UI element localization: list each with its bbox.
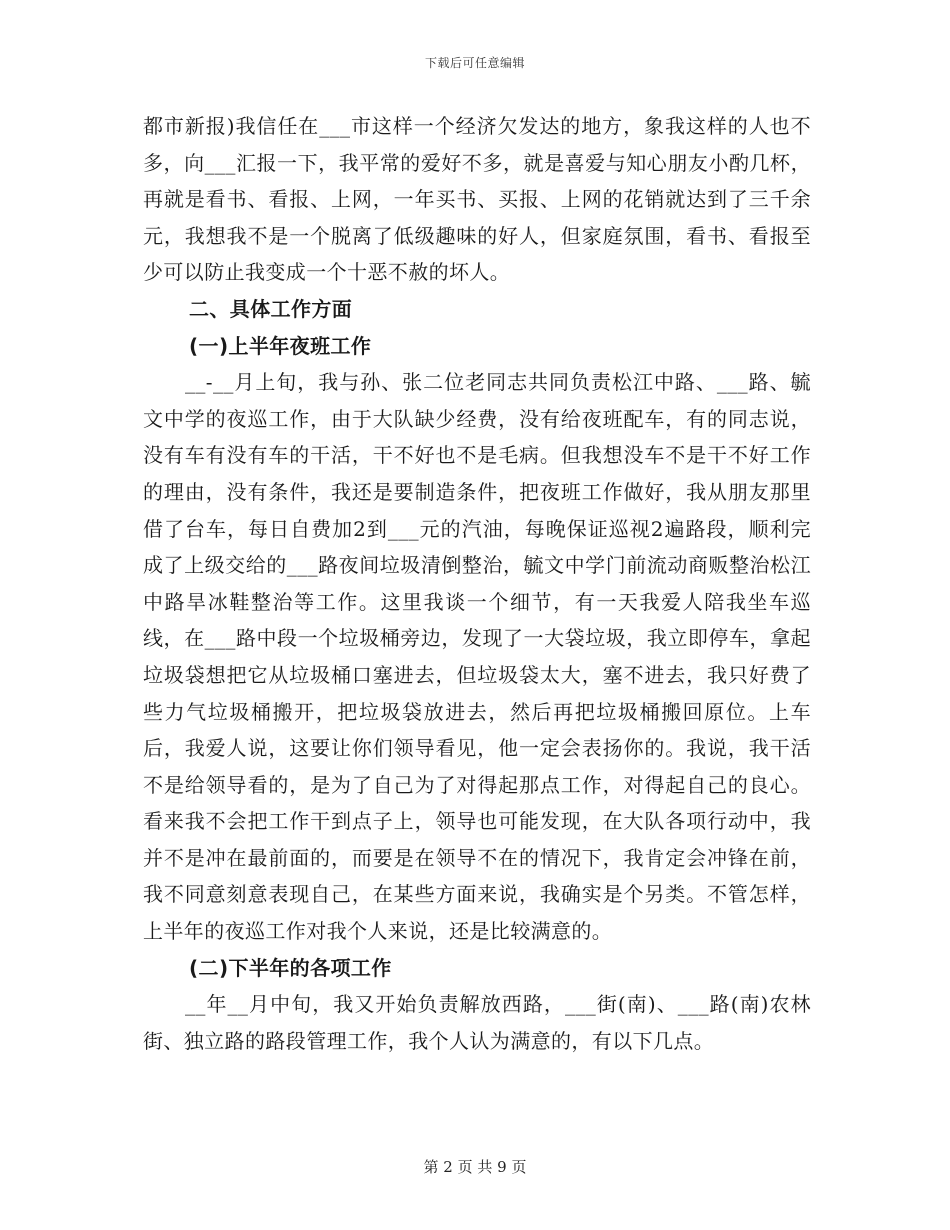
paragraph-night-patrol: __-__月上旬，我与孙、张二位老同志共同负责松江中路、___路、毓文中学的夜巡工作，由于大队缺少经费，没有给夜班配车，有的同志说，没有车有没有车的干活，干不好也不是毛病。但我想没车不是干不好工作的理由，没有条件，我还是要制造条件，把夜班工作做好，我从朋友那里借了台车，每日自费加2到___元的汽油，每晚保证巡视2遍路段，顺利完成了上级交给的___路夜间垃圾清倒整治，毓文中学门前流动商贩整治松江中路旱冰鞋整治等工作。这里我谈一个细节，有一天我爱人陪我坐车巡线，在___路中段一个垃圾桶旁边，发现了一大袋垃圾，我立即停车，拿起垃圾袋想把它从垃圾桶口塞进去，但垃圾袋太大，塞不进去，我只好费了些力气垃圾桶搬开，把垃圾袋放进去，然后再把垃圾桶搬回原位。上车后，我爱人说，这要让你们领导看见，他一定会表扬你的。我说，我干活不是给领导看的，是为了自己为了对得起那点工作，对得起自己的良心。看来我不会把工作干到点子上，领导也可能发现，在大队各项行动中，我并不是冲在最前面的，而要是在领导不在的情况下，我肯定会冲锋在前，我不同意刻意表现自己，在某些方面来说，我确实是个另类。不管怎样，上半年的夜巡工作对我个人来说，还是比较满意的。	[143, 370, 811, 944]
document-body	[143, 108, 811, 1059]
page-footer: 第 2 页 共 9 页	[423, 1158, 527, 1176]
paragraph-intro-continued: 都市新报)我信任在___市这样一个经济欠发达的地方，象我这样的人也不多，向___汇报一下，我平常的爱好不多，就是喜爱与知心朋友小酌几杯，再就是看书、看报、上网，一年买书、买报、上网的花销就达到了三千余元，我想我不是一个脱离了低级趣味的好人，但家庭氛围，看书、看报至少可以防止我变成一个十恶不赦的坏人。	[143, 114, 811, 285]
subsection-heading-first-half: (一)上半年夜班工作	[189, 333, 372, 358]
page-header: 下载后可任意编辑	[424, 56, 525, 70]
subsection-heading-second-half: (二)下半年的各项工作	[189, 955, 392, 980]
paragraph-second-half: __年__月中旬，我又开始负责解放西路，___街(南)、___路(南)农林街、独立路的路段管理工作，我个人认为满意的，有以下几点。	[143, 992, 811, 1053]
section-heading-specific-work: 二、具体工作方面	[189, 296, 353, 321]
